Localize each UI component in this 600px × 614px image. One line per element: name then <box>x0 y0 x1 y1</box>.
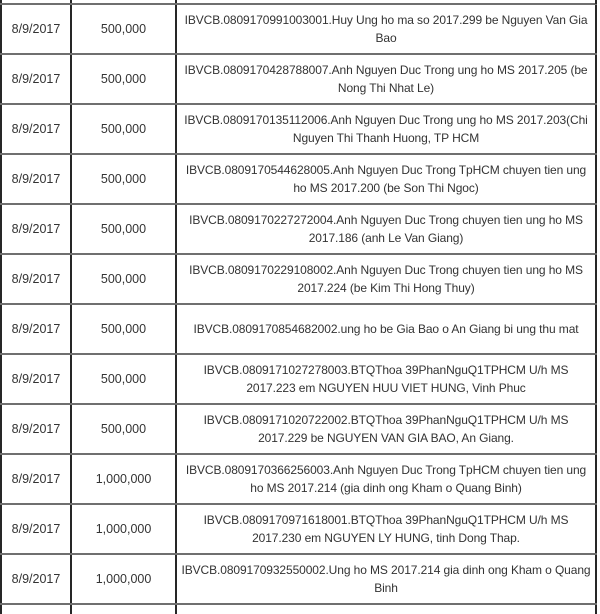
date-cell <box>0 605 72 614</box>
amount-cell: 1,000,000 <box>72 555 177 603</box>
amount-cell: 500,000 <box>72 405 177 453</box>
date-cell: 8/9/2017 <box>0 505 72 553</box>
description-cell <box>177 0 597 4</box>
amount-cell: 500,000 <box>72 5 177 53</box>
date-cell: 8/9/2017 <box>0 55 72 103</box>
table-bottom-partial-row <box>0 605 597 614</box>
amount-cell: 500,000 <box>72 155 177 203</box>
amount-cell: 500,000 <box>72 105 177 153</box>
table-row <box>0 555 597 605</box>
table-row <box>0 255 597 305</box>
date-cell: 8/9/2017 <box>0 105 72 153</box>
description-cell: IBVCB.0809170366256003.Anh Nguyen Duc Trong TpHCM chuyen tien ung ho MS 2017.214 (gia dinh ong Kham o Quang Binh) <box>177 455 597 503</box>
table-row <box>0 455 597 505</box>
table-row <box>0 105 597 155</box>
date-cell: 8/9/2017 <box>0 555 72 603</box>
description-cell: IBVCB.0809170135112006.Anh Nguyen Duc Trong ung ho MS 2017.203(Chi Nguyen Thi Thanh Huong, TP HCM <box>177 105 597 153</box>
description-cell: IBVCB.0809170229108002.Anh Nguyen Duc Trong chuyen tien ung ho MS 2017.224 (be Kim Thi Hong Thuy) <box>177 255 597 303</box>
table-row <box>0 355 597 405</box>
date-cell: 8/9/2017 <box>0 5 72 53</box>
amount-cell: 500,000 <box>72 55 177 103</box>
description-cell: IBVCB.0809170932550002.Ung ho MS 2017.214 gia dinh ong Kham o Quang Binh <box>177 555 597 603</box>
table-row <box>0 55 597 105</box>
description-cell: IBVCB.0809170544628005.Anh Nguyen Duc Trong TpHCM chuyen tien ung ho MS 2017.200 (be Son Thi Ngoc) <box>177 155 597 203</box>
description-cell: IBVCB.0809170971618001.BTQThoa 39PhanNguQ1TPHCM U/h MS 2017.230 em NGUYEN LY HUNG, tinh Dong Thap. <box>177 505 597 553</box>
description-cell: IBVCB.0809170227272004.Anh Nguyen Duc Trong chuyen tien ung ho MS 2017.186 (anh Le Van Giang) <box>177 205 597 253</box>
amount-cell: 1,000,000 <box>72 455 177 503</box>
date-cell: 8/9/2017 <box>0 255 72 303</box>
description-cell: IBVCB.0809171027278003.BTQThoa 39PhanNguQ1TPHCM U/h MS 2017.223 em NGUYEN HUU VIET HUNG, Vinh Phuc <box>177 355 597 403</box>
date-cell: 8/9/2017 <box>0 405 72 453</box>
table-row <box>0 405 597 455</box>
description-cell <box>177 605 597 614</box>
date-cell: 8/9/2017 <box>0 355 72 403</box>
date-cell: 8/9/2017 <box>0 205 72 253</box>
date-cell: 8/9/2017 <box>0 155 72 203</box>
amount-cell <box>72 605 177 614</box>
amount-cell <box>72 0 177 3</box>
description-cell: IBVCB.0809171020722002.BTQThoa 39PhanNguQ1TPHCM U/h MS 2017.229 be NGUYEN VAN GIA BAO, An Giang. <box>177 405 597 453</box>
amount-cell: 500,000 <box>72 305 177 353</box>
description-cell: IBVCB.0809170428788007.Anh Nguyen Duc Trong ung ho MS 2017.205 (be Nong Thi Nhat Le) <box>177 55 597 103</box>
amount-cell: 500,000 <box>72 255 177 303</box>
date-cell <box>0 0 72 3</box>
amount-cell: 500,000 <box>72 205 177 253</box>
description-cell: IBVCB.0809170854682002.ung ho be Gia Bao o An Giang bi ung thu mat <box>177 305 597 353</box>
amount-cell: 1,000,000 <box>72 505 177 553</box>
date-cell: 8/9/2017 <box>0 305 72 353</box>
table-row <box>0 5 597 55</box>
date-cell: 8/9/2017 <box>0 455 72 503</box>
table-row <box>0 155 597 205</box>
table-row <box>0 505 597 555</box>
description-cell: IBVCB.0809170991003001.Huy Ung ho ma so 2017.299 be Nguyen Van Gia Bao <box>177 5 597 53</box>
amount-cell: 500,000 <box>72 355 177 403</box>
table-row <box>0 305 597 355</box>
table-row <box>0 205 597 255</box>
